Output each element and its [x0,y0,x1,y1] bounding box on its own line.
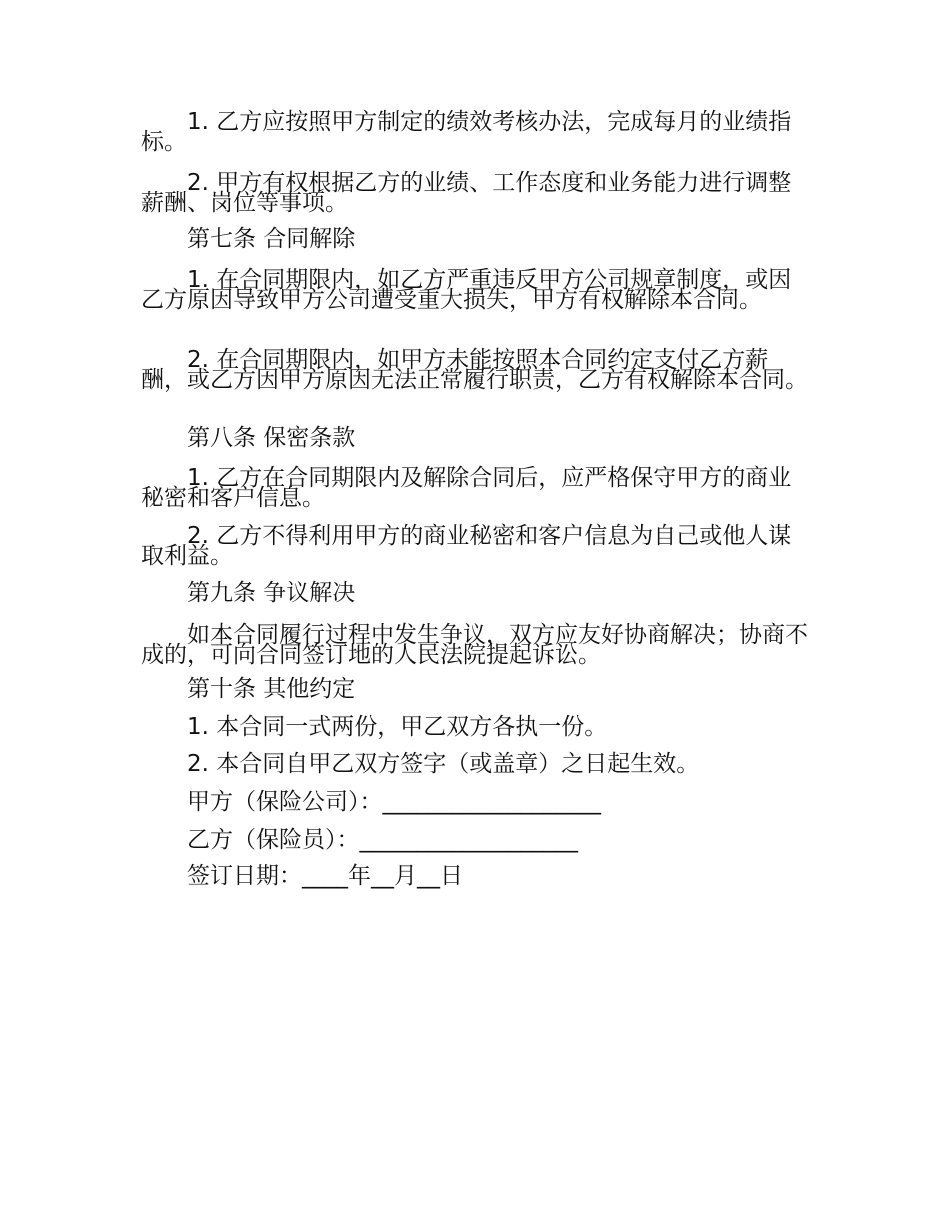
section-heading-9: 第九条 争议解决 [187,580,356,606]
clause-10-item-2: 2. 本合同自甲乙双方签字（或盖章）之日起生效。 [187,751,700,777]
signing-date-line: 签订日期：____年__月__日 [187,863,463,889]
clause-8-item-2: 2. 乙方不得利用甲方的商业秘密和客户信息为自己或他人谋取利益。 [141,523,792,569]
clause-6-item-2: 2. 甲方有权根据乙方的业绩、工作态度和业务能力进行调整薪酬、岗位等事项。 [141,170,792,216]
party-a-signature-line: 甲方（保险公司）：___________________ [187,789,601,815]
clause-9-text: 如本合同履行过程中发生争议，双方应友好协商解决；协商不成的，可向合同签订地的人民法院提起诉讼。 [141,622,808,668]
party-b-signature-line: 乙方（保险员）：___________________ [187,827,578,853]
section-heading-8: 第八条 保密条款 [187,425,356,451]
clause-6-item-1: 1. 乙方应按照甲方制定的绩效考核办法，完成每月的业绩指标。 [141,109,792,155]
clause-7-item-2: 2. 在合同期限内，如甲方未能按照本合同约定支付乙方薪酬，或乙方因甲方原因无法正常履行职责，乙方有权解除本合同。 [141,347,808,393]
clause-7-item-1: 1. 在合同期限内，如乙方严重违反甲方公司规章制度，或因乙方原因导致甲方公司遭受重大损失，甲方有权解除本合同。 [141,267,792,313]
section-heading-10: 第十条 其他约定 [187,676,356,702]
clause-8-item-1: 1. 乙方在合同期限内及解除合同后，应严格保守甲方的商业秘密和客户信息。 [141,465,792,511]
clause-10-item-1: 1. 本合同一式两份，甲乙双方各执一份。 [187,714,608,740]
section-heading-7: 第七条 合同解除 [187,226,356,252]
